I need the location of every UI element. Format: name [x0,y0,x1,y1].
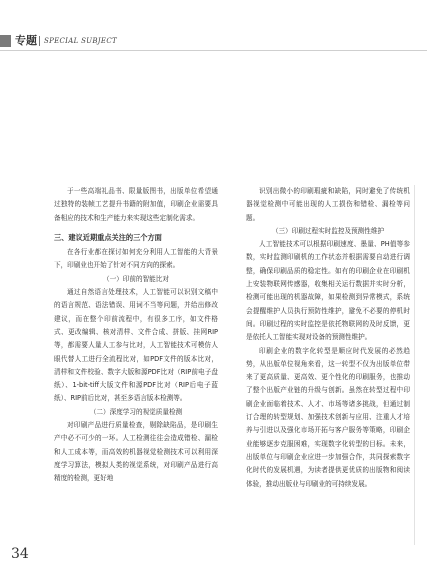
paragraph-monitoring: 人工智能技术可以根据印刷速度、墨量、PH值等参数，实时监测印刷机的工作状态并根据需要自动进行调整，确保印刷品质的稳定性。如有的印刷企业在印刷机上安装物联网传感器，收集相关运行数据并实时分析，检测可能出现的机器故障，如果检测到异常模式，系统会提醒维护人员执行预防性维护，避免不必要的停机时间。印刷过程的实时监控是依托物联网的及时反馈，更是依托人工智能实现对设备的预测性维护。 [246,240,410,342]
subheading-3: （三）印刷过程实时监控及预测性维护 [271,226,385,235]
paragraph-prepress: 通过自然语言处理技术，人工智能可以识别文稿中的语言规范、语法错误、用词不当等问题，并给出修改建议，而在整个印前流程中，有很多工序，如文件格式、更改编辑、核对清样、文件合成、拼版、挂网RIP等，都需要人量人工参与比对，人工智能技术可模仿人眼代替人工进行全流程比对，如PDF文件的版本比对，清样和文件校验、数字大版和源PDF比对（RIP前电子盘纸）、1-bit-tiff大版文件和源PDF比对（RIP后电子蓝纸）、RIP前后比对，甚至多语言版本检测等。 [54,288,218,403]
paragraph-continued: 于一些高端礼品书、限量版图书，出版单位希望通过独特的装帧工艺提升书籍的附加值，印刷企业需要具备相应的技术和生产能力来实现这些定制化需求。 [54,187,218,222]
paragraph-conclusion: 印刷企业的数字化转型是顺应时代发展的必然趋势，从出版单位视角来看，这一转型不仅为出版单位带来了更高质量、更高效、更个性化的印刷服务，也推动了整个出版产业链的升级与创新。虽然在转型过程中印刷企业面临着技术、人才、市场等诸多挑战，但通过制订合理的转型规划、加强技术创新与应用、注重人才培养与引进以及强化市场开拓与客户服务等策略，印刷企业能够逐步克服困难，实现数字化转型的目标。未来，出版单位与印刷企业应进一步加强合作，共同探索数字化时代的发展机遇，为读者提供更优质的出版物和阅读体验，推动出版业与印刷业的可持续发展。 [246,346,410,488]
paragraph-intro: 在各行业都在探讨如何充分利用人工智能的大背景下，印刷业也开始了针对不同方向的探索。 [54,248,218,270]
subheading-2: （二）深度学习的视觉质量检测 [89,407,183,416]
page-number: 34 [11,546,29,562]
left-column [54,185,218,486]
side-rule [414,185,415,545]
section-header [0,34,427,48]
paragraph-vision: 对印刷产品进行质量检查，剔除缺陷品，是印刷生产中必不可少的一环。人工检测往往会造成错检、漏检和人工成本等，而高效的机器视觉检测技术可以利用深度学习算法，模拟人类的视觉系统，对印刷产品进行高精度的检测，更好地 [54,421,218,483]
section-title-cn: 专题 [15,34,37,47]
paragraph-continued: 识别出微小的印刷瑕疵和缺陷，同时避免了传统机器视觉检测中可能出现的人工损伤和错检、漏检等问题。 [246,187,410,222]
subheading-1: （一）印前的智能比对 [103,274,169,283]
header-rule [0,50,427,51]
section-heading: 三、建议近期重点关注的三个方面 [54,232,162,242]
section-marker-block [0,35,11,47]
section-title-en: SPECIAL SUBJECT [44,37,117,45]
header-separator [39,36,40,46]
right-column [246,185,410,491]
